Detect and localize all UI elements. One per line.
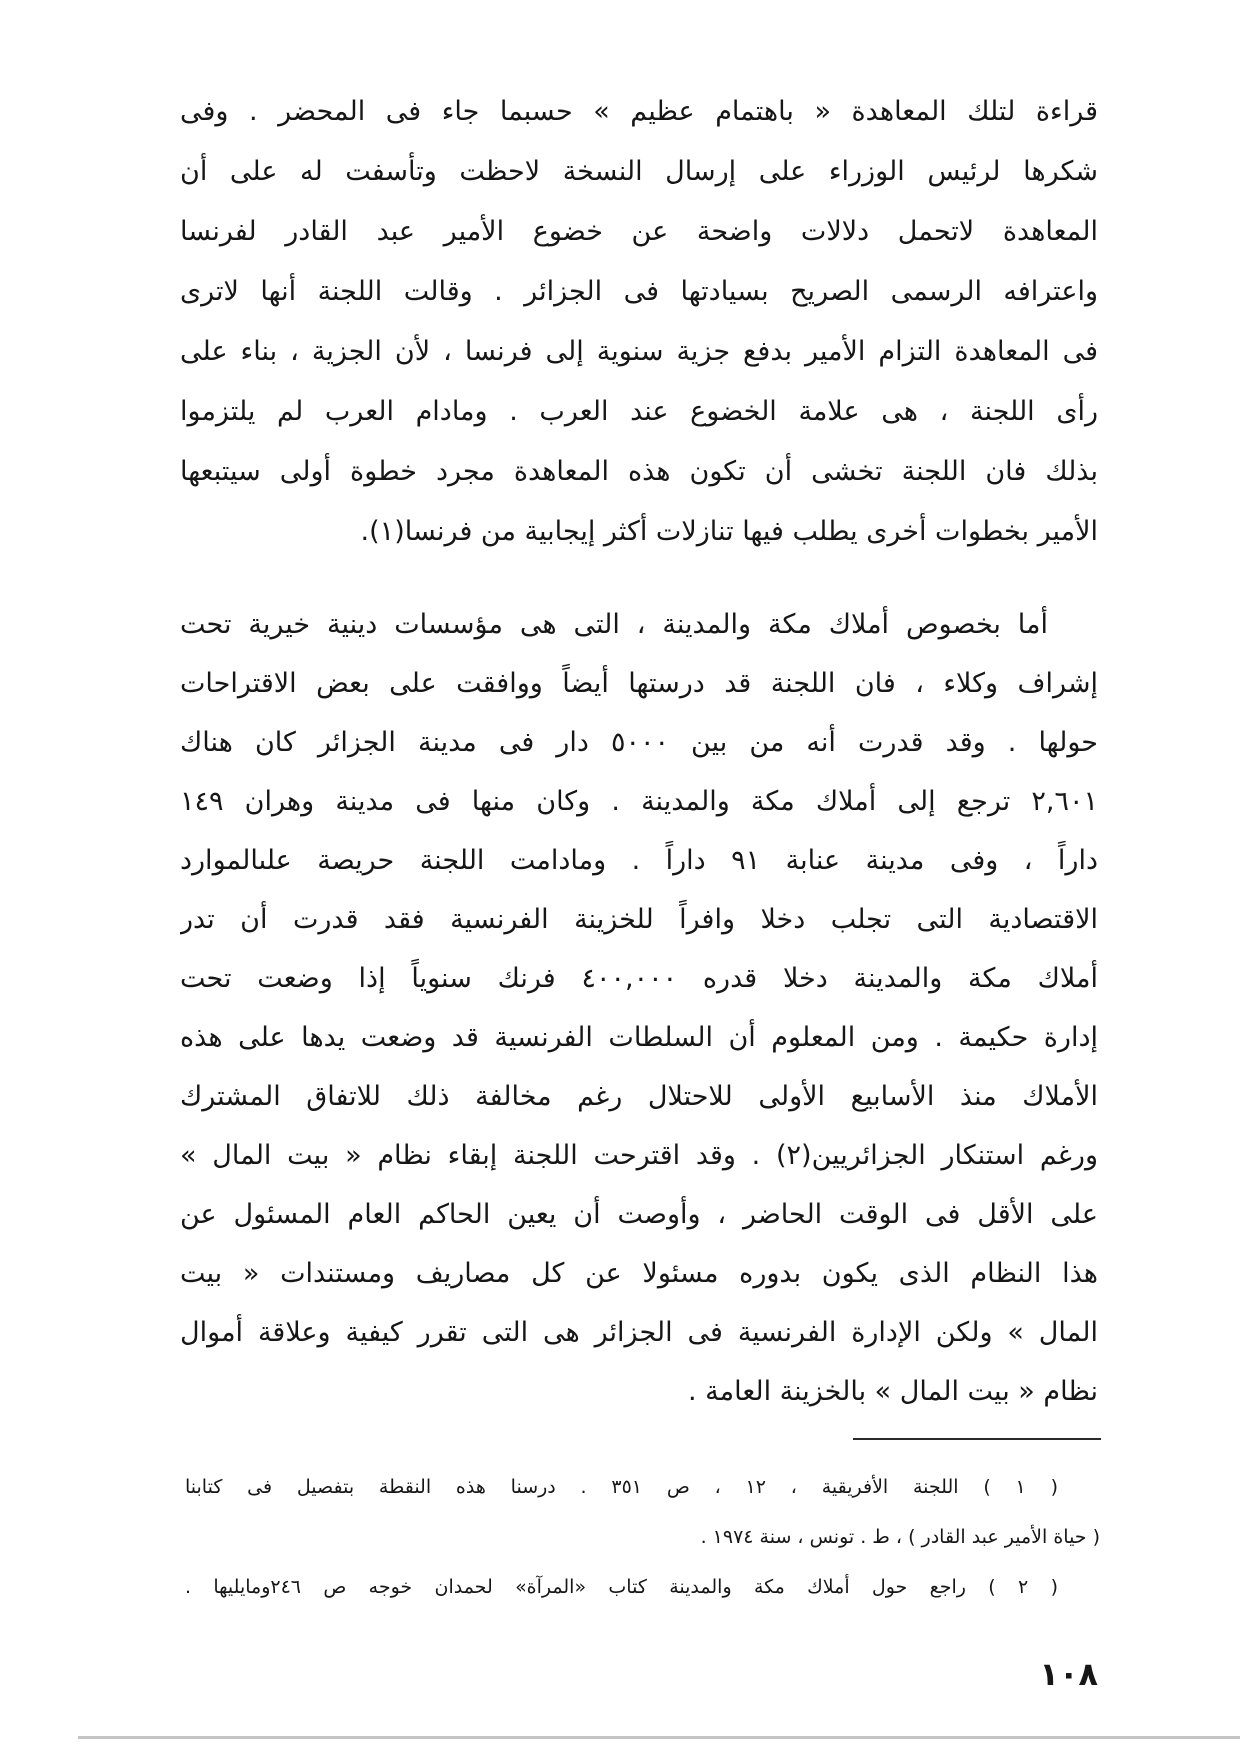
text-line: الاقتصادية التى تجلب دخلا وافراً للخزينة الفرنسية فقد قدرت أن تدر	[180, 904, 1098, 935]
text-line: ورغم استنكار الجزائريين(٢) . وقد اقترحت اللجنة إبقاء نظام « بيت المال »	[180, 1140, 1098, 1171]
text-line: ٢,٦٠١ ترجع إلى أملاك مكة والمدينة . وكان منها فى مدينة وهران ١٤٩	[180, 786, 1098, 817]
text-line: على الأقل فى الوقت الحاضر ، وأوصت أن يعين الحاكم العام المسئول عن	[180, 1199, 1098, 1230]
scan-bottom-edge	[78, 1736, 1240, 1739]
text-line: أما بخصوص أملاك مكة والمدينة ، التى هى مؤسسات دينية خيرية تحت	[180, 609, 1048, 640]
text-line: بذلك فان اللجنة تخشى أن تكون هذه المعاهدة مجرد خطوة أولى سيتبعها	[180, 456, 1098, 487]
text-line: فى المعاهدة التزام الأمير بدفع جزية سنوية إلى فرنسا ، لأن الجزية ، بناء على	[180, 336, 1098, 367]
footnote-line: ( ١ ) اللجنة الأفريقية ، ١٢ ، ص ٣٥١ . درسنا هذه النقطة بتفصيل فى كتابنا	[185, 1476, 1058, 1498]
text-line: رأى اللجنة ، هى علامة الخضوع عند العرب . ومادام العرب لم يلتزموا	[180, 396, 1098, 427]
text-line: المال » ولكن الإدارة الفرنسية فى الجزائر هى التى تقرر كيفية وعلاقة أموال	[180, 1317, 1098, 1348]
text-line: أملاك مكة والمدينة دخلا قدره ٤٠٠,٠٠٠ فرنك سنوياً إذا وضعت تحت	[180, 963, 1098, 994]
footnote-line: ( ٢ ) راجع حول أملاك مكة والمدينة كتاب «المرآة» لحمدان خوجه ص ٢٤٦ومايليها .	[185, 1576, 1058, 1598]
footnote-rule	[853, 1438, 1101, 1440]
text-line: شكرها لرئيس الوزراء على إرسال النسخة لاحظت وتأسفت له على أن	[180, 156, 1098, 187]
text-line: داراً ، وفى مدينة عنابة ٩١ داراً . ومادامت اللجنة حريصة علىالموارد	[180, 845, 1098, 876]
text-line: نظام « بيت المال » بالخزينة العامة .	[687, 1376, 1098, 1407]
page-number: ١٠٨	[1039, 1655, 1098, 1693]
text-line: واعترافه الرسمى الصريح بسيادتها فى الجزائر . وقالت اللجنة أنها لاترى	[180, 276, 1098, 307]
footnote-line: ( حياة الأمير عبد القادر ) ، ط . تونس ، سنة ١٩٧٤ .	[700, 1526, 1100, 1548]
text-line: الأملاك منذ الأسابيع الأولى للاحتلال رغم مخالفة ذلك للاتفاق المشترك	[180, 1081, 1098, 1112]
footnotes	[185, 1462, 1100, 1612]
text-line: الأمير بخطوات أخرى يطلب فيها تنازلات أكثر إيجابية من فرنسا(١).	[360, 516, 1098, 547]
paragraph	[180, 595, 1098, 1421]
text-line: إشراف وكلاء ، فان اللجنة قد درستها أيضاً ووافقت على بعض الاقتراحات	[180, 668, 1098, 699]
text-line: قراءة لتلك المعاهدة « باهتمام عظيم » حسبما جاء فى المحضر . وفى	[180, 96, 1098, 127]
text-line: هذا النظام الذى يكون بدوره مسئولا عن كل مصاريف ومستندات « بيت	[180, 1258, 1098, 1289]
text-line: حولها . وقد قدرت أنه من بين ٥٠٠٠ دار فى مدينة الجزائر كان هناك	[180, 727, 1098, 758]
text-line: إدارة حكيمة . ومن المعلوم أن السلطات الفرنسية قد وضعت يدها على هذه	[180, 1022, 1098, 1053]
paragraph	[180, 82, 1098, 562]
text-line: المعاهدة لاتحمل دلالات واضحة عن خضوع الأمير عبد القادر لفرنسا	[180, 216, 1098, 247]
